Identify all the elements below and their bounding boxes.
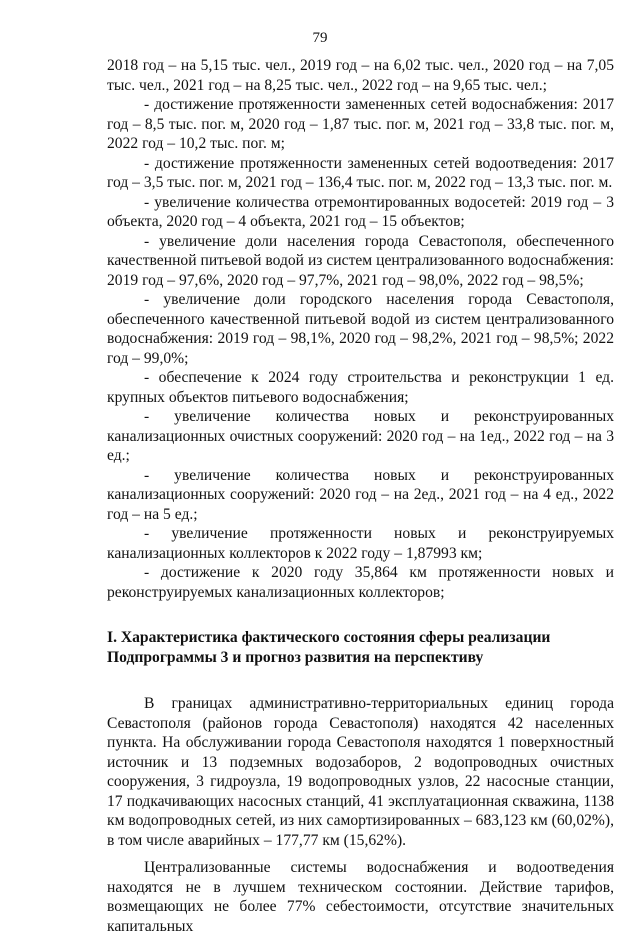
spacer: [107, 602, 614, 628]
list-item: - достижение протяженности замененных сетей водоснабжения: 2017 год – 8,5 тыс. пог. м, 2020 год – 1,87 тыс. пог. м, 2021 год – 33,8 тыс. пог. м, 2022 год – 10,2 тыс. пог. м;: [107, 96, 614, 152]
list-item: - увеличение доли городского населения города Севастополя, обеспеченного качественной питьевой водой из систем централизованного водоснабжения: 2019 год – 98,1%, 2020 год – 98,2%, 2021 год – 98,5%; 2022 год – 99,0%;: [107, 291, 614, 367]
section-heading-line1: I. Характеристика фактического состояния сферы реализации: [107, 629, 551, 646]
list-item: - обеспечение к 2024 году строительства и реконструкции 1 ед. крупных объектов питьевого водоснабжения;: [107, 369, 614, 406]
spacer: [107, 850, 614, 858]
section-heading-line2: Подпрограммы 3 и прогноз развития на перспективу: [107, 649, 484, 666]
list-item: - увеличение доли населения города Севастополя, обеспеченного качественной питьевой водой из систем централизованного водоснабжения: 2019 год – 97,6%, 2020 год – 97,7%, 2021 год – 98,0%, 2022 год – 98,5%;: [107, 232, 614, 289]
paragraph: Централизованные системы водоснабжения и водоотведения находятся не в лучшем техническом состоянии. Действие тарифов, возмещающих не более 77% себестоимости, отсутствие значительных капитальных: [107, 859, 614, 935]
list-item: - увеличение количества отремонтированных водосетей: 2019 год – 3 объекта, 2020 год – 4 объекта, 2021 год – 15 объектов;: [107, 193, 614, 230]
list-item: - увеличение протяженности новых и реконструируемых канализационных коллекторов к 2022 году – 1,87993 км;: [107, 525, 614, 562]
list-item: - достижение к 2020 году 35,864 км протяженности новых и реконструируемых канализационных коллекторов;: [107, 564, 614, 601]
list-item: - увеличение количества новых и реконструированных канализационных сооружений: 2020 год – на 2ед., 2021 год – на 4 ед., 2022 год – на 5 ед.;: [107, 466, 614, 523]
list-item: - увеличение количества новых и реконструированных канализационных очистных сооружений: 2020 год – на 1ед., 2022 год – на 3 ед.;: [107, 408, 614, 464]
document-body: [107, 56, 614, 936]
paragraph: В границах административно-территориальных единиц города Севастополя (районов города Севастополя) находятся 42 населенных пункта. На обслуживании города Севастополя находятся 1 поверхностный источник и 13 подземных водозаборов, 2 водопроводных очистных сооружения, 3 гидроузла, 19 водопроводных узлов, 22 насосные станции, 17 подкачивающих насосных станций, 41 эксплуатационная скважина, 1138 км водопроводных сетей, из них самортизированных – 683,123 км (60,02%), в том числе аварийных – 177,77 км (15,62%).: [107, 695, 614, 849]
spacer: [107, 668, 614, 694]
paragraph: 2018 год – на 5,15 тыс. чел., 2019 год – на 6,02 тыс. чел., 2020 год – на 7,05 тыс. чел., 2021 год – на 8,25 тыс. чел., 2022 год – на 9,65 тыс. чел.;: [107, 57, 614, 94]
list-item: - достижение протяженности замененных сетей водоотведения: 2017 год – 3,5 тыс. пог. м, 2021 год – 136,4 тыс. пог. м, 2022 год – 13,3 тыс. пог. м.: [107, 154, 614, 191]
page-number: 79: [312, 30, 328, 46]
